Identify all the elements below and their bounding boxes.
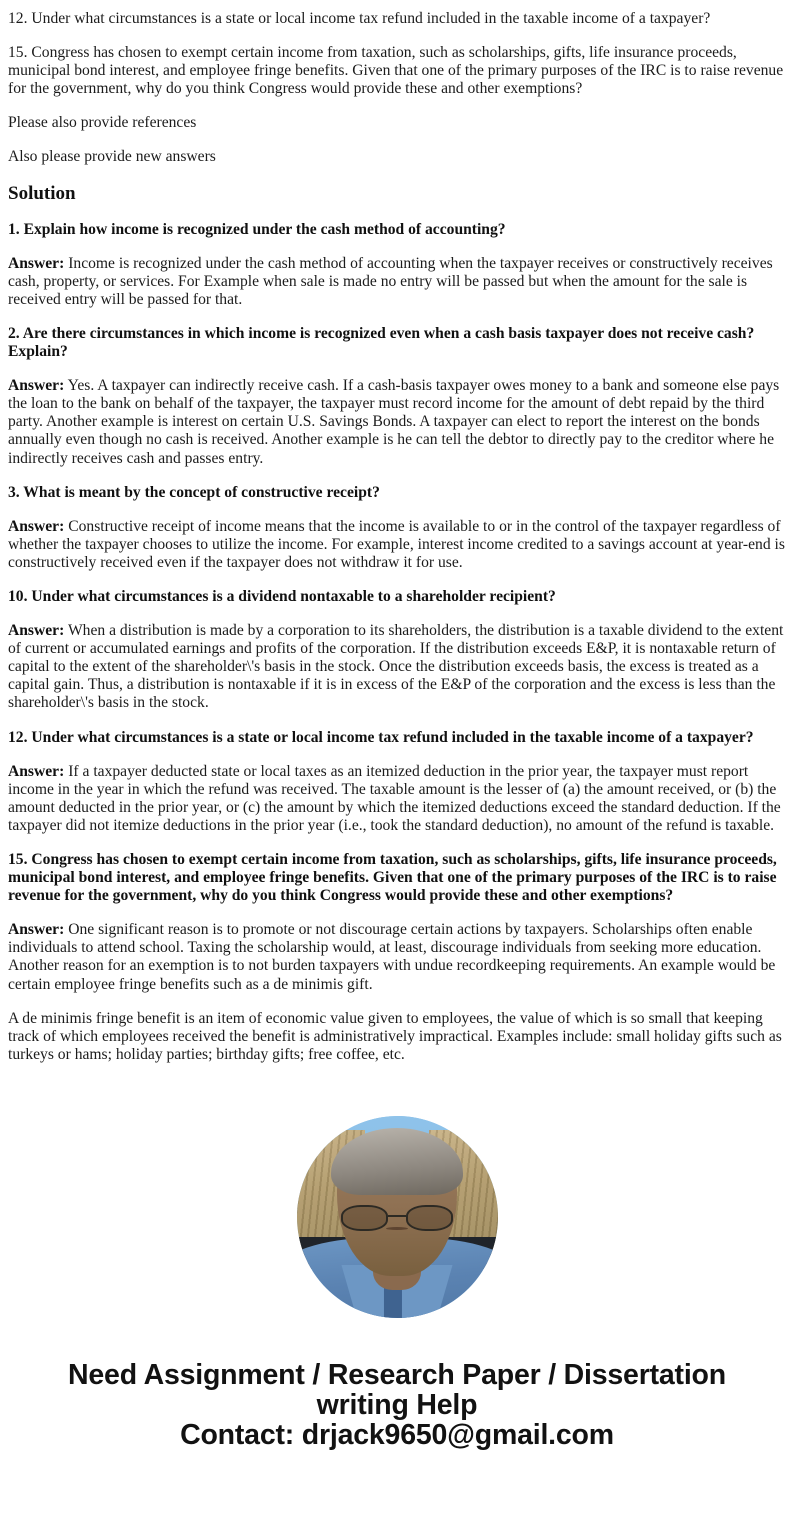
question-heading-3: 3. What is meant by the concept of constructive receipt?	[8, 483, 380, 501]
answer-label: Answer:	[8, 622, 65, 640]
answer-text-12: If a taxpayer deducted state or local taxes as an itemized deduction in the prior year, the taxpayer must report income in the year in which the refund was received. The taxable amount is the lesser of (a) the amount received, or (b) the amount deducted in the prior year, or (c) the amount by which the itemized deductions exceed the standard deduction. If the taxpayer did not itemize deductions in the prior year (i.e., took the standard deduction), no amount of the refund is taxable.	[8, 762, 781, 834]
answer-block-2	[8, 377, 786, 467]
question-heading-1: 1. Explain how income is recognized under the cash method of accounting?	[8, 220, 506, 238]
avatar-lens-right	[406, 1205, 453, 1231]
prompt-new-answers-note: Also please provide new answers	[8, 148, 216, 166]
answer-label: Answer:	[8, 517, 65, 535]
answer-label: Answer:	[8, 254, 65, 272]
footer-line-1: Need Assignment / Research Paper / Dissertation	[68, 1358, 726, 1391]
avatar-container	[8, 1116, 786, 1318]
answer-label: Answer:	[8, 377, 65, 395]
answer-text-1: Income is recognized under the cash method of accounting when the taxpayer receives or constructively receives cash, property, or services. For Example when sale is made no entry will be passed but when the amount for the sale is received entry will be passed for that.	[8, 254, 773, 308]
avatar	[297, 1116, 498, 1318]
answer-block-10	[8, 622, 786, 712]
answer-text-15: One significant reason is to promote or not discourage certain actions by taxpayers. Scholarships often enable individuals to attend school. Taxing the scholarship would, at least, discourage individuals from seeking more education. Another reason for an exemption is to not burden taxpayers with undue recordkeeping requirements. An example would be certain employee fringe benefits such as a de minimis gift.	[8, 921, 776, 993]
glasses-icon	[341, 1205, 454, 1231]
footer-line-2: writing Help	[316, 1388, 478, 1421]
question-heading-10: 10. Under what circumstances is a dividend nontaxable to a shareholder recipient?	[8, 587, 556, 605]
answer-block-1	[8, 255, 786, 309]
answer-label: Answer:	[8, 921, 65, 939]
answer-block-3	[8, 518, 786, 572]
footer-contact-banner	[8, 1360, 786, 1474]
prompt-references-note: Please also provide references	[8, 114, 197, 132]
answer-label: Answer:	[8, 762, 65, 780]
solution-heading: Solution	[8, 182, 76, 204]
question-heading-2: 2. Are there circumstances in which income is recognized even when a cash basis taxpayer does not receive cash? Explain?	[8, 324, 755, 361]
avatar-lens-left	[341, 1205, 388, 1231]
avatar-glasses-bridge	[388, 1215, 406, 1217]
prompt-question-12: 12. Under what circumstances is a state or local income tax refund included in the taxable income of a taxpayer?	[8, 10, 711, 27]
answer-text-3: Constructive receipt of income means that the income is available to or in the control of the taxpayer regardless of whether the taxpayer chooses to utilize the income. For example, interest income credited to a savings account at year-end is constructively received even if the taxpayer does not withdraw it for use.	[8, 517, 785, 571]
answer-block-12	[8, 763, 786, 835]
prompt-question-15: 15. Congress has chosen to exempt certain income from taxation, such as scholarships, gifts, life insurance proceeds, municipal bond interest, and employee fringe benefits. Given that one of the primary purposes of the IRC is to raise revenue for the government, why do you think Congress would provide these and other exemptions?	[8, 44, 784, 98]
footer-line-3: Contact: drjack9650@gmail.com	[180, 1418, 614, 1451]
answer-text-2: Yes. A taxpayer can indirectly receive cash. If a cash-basis taxpayer owes money to a bank and someone else pays the loan to the bank on behalf of the taxpayer, the taxpayer must record income for the amount of debt repaid by the third party. Another example is interest on certain U.S. Savings Bonds. A taxpayer can elect to report the interest on the bonds annually even though no cash is received. Another example is he can tell the debtor to directly pay to the creditor where he indirectly receives cash and passes entry.	[8, 377, 780, 467]
question-heading-15: 15. Congress has chosen to exempt certain income from taxation, such as scholarships, gifts, life insurance proceeds, municipal bond interest, and employee fringe benefits. Given that one of the primary purposes of the IRC is to raise revenue for the government, why do you think Congress would provide these and other exemptions?	[8, 851, 777, 905]
answer-block-15	[8, 921, 786, 993]
answer-text-10: When a distribution is made by a corporation to its shareholders, the distribution is a taxable dividend to the extent of current or accumulated earnings and profits of the corporation. If the distribution exceeds E&P, it is nontaxable return of capital to the extent of the shareholder\'s basis in the stock. Once the distribution exceeds basis, the excess is treated as a capital gain. Thus, a distribution is nontaxable if it is in excess of the E&P of the corporation and the excess is less than the shareholder\'s basis in the stock.	[8, 622, 784, 712]
closing-paragraph: A de minimis fringe benefit is an item of economic value given to employees, the value of which is so small that keeping track of which employees received the benefit is administratively impractical. Examples include: small holiday gifts such as turkeys or hams; holiday parties; birthday gifts; free coffee, etc.	[8, 1009, 782, 1063]
question-heading-12: 12. Under what circumstances is a state or local income tax refund included in the taxable income of a taxpayer?	[8, 728, 754, 746]
